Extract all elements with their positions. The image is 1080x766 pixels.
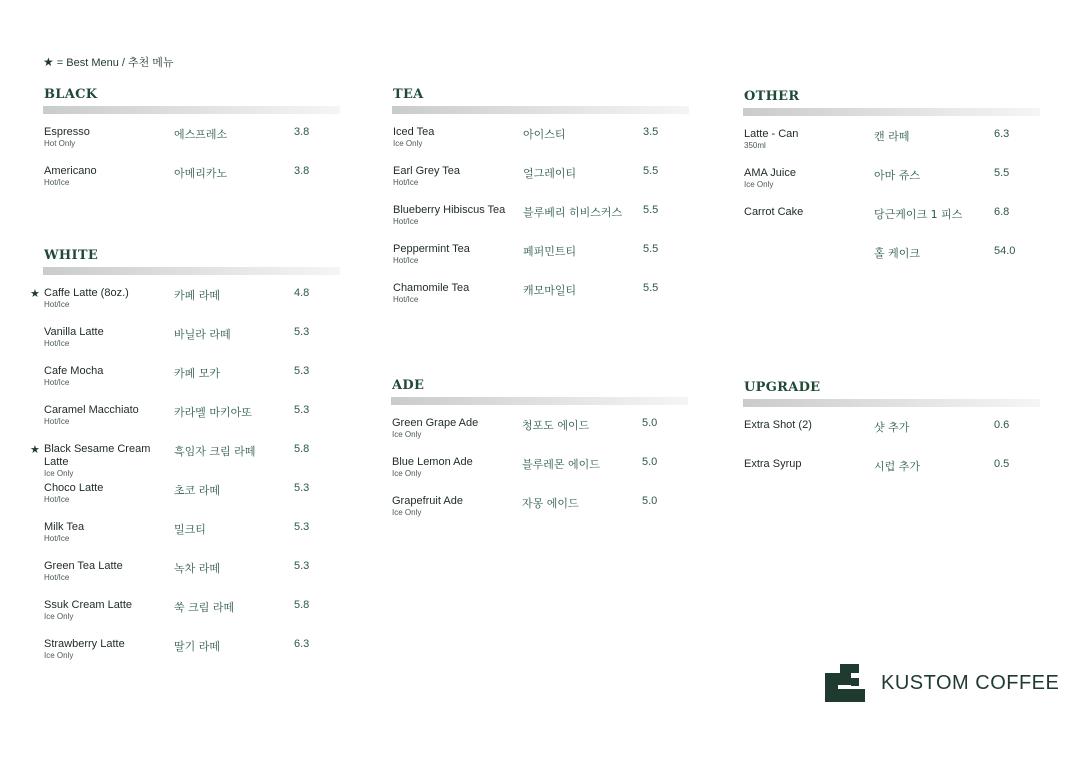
item-name-text: Strawberry Latte bbox=[44, 638, 125, 650]
item-korean-name: 에스프레소 bbox=[174, 128, 228, 141]
menu-item bbox=[743, 206, 1040, 245]
item-name-text: Milk Tea bbox=[44, 521, 85, 533]
item-price: 5.0 bbox=[642, 417, 658, 429]
item-note: Hot/Ice bbox=[44, 300, 70, 309]
item-note: Hot Only bbox=[44, 139, 76, 148]
menu-item bbox=[43, 326, 340, 365]
section-divider bbox=[43, 267, 340, 275]
item-korean-name: 청포도 에이드 bbox=[522, 419, 590, 432]
item-korean-name: 카페 라떼 bbox=[174, 289, 221, 302]
menu-list bbox=[743, 419, 1040, 497]
item-name bbox=[44, 365, 169, 387]
item-name-text: Ssuk Cream Latte bbox=[44, 599, 133, 611]
section-divider bbox=[743, 399, 1040, 407]
menu-item bbox=[392, 165, 689, 204]
item-korean-name: 홀 케이크 bbox=[874, 247, 921, 260]
item-name-text: Black Sesame Cream Latte bbox=[44, 443, 151, 468]
item-korean-name: 녹차 라떼 bbox=[174, 562, 221, 575]
item-name bbox=[44, 521, 169, 543]
item-name bbox=[44, 126, 169, 148]
item-price: 3.8 bbox=[294, 165, 310, 177]
item-name bbox=[44, 599, 169, 621]
item-name bbox=[744, 419, 869, 432]
menu-list bbox=[743, 128, 1040, 284]
menu-item bbox=[743, 419, 1040, 458]
item-name bbox=[744, 167, 869, 189]
item-korean-name: 카라멜 마키아또 bbox=[174, 406, 252, 419]
menu-item bbox=[43, 560, 340, 599]
item-note: Hot/Ice bbox=[44, 339, 70, 348]
item-korean-name: 바닐라 라떼 bbox=[174, 328, 231, 341]
item-price: 0.6 bbox=[994, 419, 1010, 431]
menu-item bbox=[30, 287, 340, 326]
item-korean-name: 블루베리 히비스커스 bbox=[523, 206, 623, 219]
item-korean-name: 얼그레이티 bbox=[523, 167, 577, 180]
menu-item bbox=[43, 126, 340, 165]
menu-item bbox=[743, 167, 1040, 206]
item-price: 5.3 bbox=[294, 521, 310, 533]
menu-list bbox=[43, 126, 340, 204]
item-name bbox=[44, 638, 169, 660]
item-note: Hot/Ice bbox=[393, 178, 419, 187]
item-price: 5.3 bbox=[294, 326, 310, 338]
menu-item bbox=[392, 282, 689, 321]
menu-item bbox=[392, 243, 689, 282]
best-star-icon: ★ bbox=[30, 288, 40, 300]
item-note: Hot/Ice bbox=[393, 256, 419, 265]
item-korean-name: 아마 쥬스 bbox=[874, 169, 921, 182]
menu-item bbox=[392, 126, 689, 165]
item-name bbox=[44, 443, 169, 478]
item-note: Hot/Ice bbox=[393, 217, 419, 226]
item-price: 0.5 bbox=[994, 458, 1010, 470]
item-price: 5.5 bbox=[643, 165, 659, 177]
section-title: ADE bbox=[392, 378, 425, 393]
item-korean-name: 블루레몬 에이드 bbox=[522, 458, 600, 471]
item-korean-name: 초코 라떼 bbox=[174, 484, 221, 497]
legend-text: = Best Menu / 추천 메뉴 bbox=[56, 57, 174, 69]
section-title: BLACK bbox=[44, 87, 98, 102]
menu-list bbox=[392, 126, 689, 321]
item-name-text: Caffe Latte (8oz.) bbox=[44, 287, 129, 299]
item-korean-name: 당근케이크 1 피스 bbox=[874, 208, 963, 221]
section-title: UPGRADE bbox=[744, 380, 821, 395]
item-name bbox=[393, 126, 518, 148]
item-name-text: Green Tea Latte bbox=[44, 560, 123, 572]
item-note: Ice Only bbox=[393, 139, 423, 148]
brand-logo bbox=[825, 664, 1059, 702]
item-name-text: Espresso bbox=[44, 126, 90, 138]
item-korean-name: 시럽 추가 bbox=[874, 460, 921, 473]
item-name-text: Extra Shot (2) bbox=[744, 419, 812, 431]
item-price: 6.3 bbox=[294, 638, 310, 650]
menu-item bbox=[43, 638, 340, 677]
item-name bbox=[44, 326, 169, 348]
item-name bbox=[44, 287, 169, 309]
menu-item bbox=[391, 495, 688, 534]
section-ade bbox=[391, 378, 688, 534]
item-name bbox=[392, 417, 517, 439]
item-note: Hot/Ice bbox=[44, 573, 70, 582]
item-price: 5.3 bbox=[294, 482, 310, 494]
item-name bbox=[44, 404, 169, 426]
item-korean-name: 딸기 라떼 bbox=[174, 640, 221, 653]
item-price: 5.5 bbox=[643, 204, 659, 216]
item-korean-name: 캐모마일티 bbox=[523, 284, 577, 297]
item-name bbox=[44, 482, 169, 504]
item-price: 5.3 bbox=[294, 365, 310, 377]
item-price: 3.5 bbox=[643, 126, 659, 138]
section-divider bbox=[392, 106, 689, 114]
item-name-text: Green Grape Ade bbox=[392, 417, 479, 429]
item-price: 5.8 bbox=[294, 443, 310, 455]
item-note: Hot/Ice bbox=[44, 534, 70, 543]
item-name bbox=[744, 128, 869, 150]
item-name-text: Choco Latte bbox=[44, 482, 104, 494]
item-name bbox=[392, 495, 517, 517]
section-divider bbox=[743, 108, 1040, 116]
item-note: Hot/Ice bbox=[44, 417, 70, 426]
item-korean-name: 아이스티 bbox=[523, 128, 566, 141]
item-korean-name: 쑥 크림 라떼 bbox=[174, 601, 235, 614]
item-korean-name: 페퍼민트티 bbox=[523, 245, 577, 258]
best-star-icon: ★ bbox=[30, 444, 40, 456]
section-other bbox=[743, 89, 1040, 284]
item-note: Ice Only bbox=[392, 469, 422, 478]
item-name bbox=[392, 456, 517, 478]
menu-item bbox=[43, 521, 340, 560]
item-name-text: Extra Syrup bbox=[744, 458, 802, 470]
item-name bbox=[44, 165, 169, 187]
item-note: Hot/Ice bbox=[44, 495, 70, 504]
menu-item bbox=[43, 482, 340, 521]
item-name-text: Blue Lemon Ade bbox=[392, 456, 473, 468]
item-name-text: Americano bbox=[44, 165, 97, 177]
best-menu-legend bbox=[43, 54, 174, 70]
item-name-text: Carrot Cake bbox=[744, 206, 804, 218]
item-price: 54.0 bbox=[994, 245, 1016, 257]
kustom-logo-icon bbox=[825, 664, 865, 702]
item-note: Ice Only bbox=[392, 430, 422, 439]
item-name bbox=[393, 282, 518, 304]
section-divider bbox=[391, 397, 688, 405]
star-icon: ★ bbox=[43, 55, 54, 69]
section-title: OTHER bbox=[744, 89, 800, 104]
menu-item bbox=[392, 204, 689, 243]
item-name-text: Peppermint Tea bbox=[393, 243, 470, 255]
menu-item bbox=[391, 456, 688, 495]
item-price: 3.8 bbox=[294, 126, 310, 138]
item-name bbox=[393, 165, 518, 187]
item-name bbox=[744, 206, 869, 219]
item-name-text: Latte - Can bbox=[744, 128, 799, 140]
item-price: 4.8 bbox=[294, 287, 310, 299]
menu-list bbox=[30, 287, 340, 677]
menu-item bbox=[43, 365, 340, 404]
menu-item bbox=[30, 443, 340, 482]
section-title: WHITE bbox=[44, 248, 99, 263]
item-price: 5.0 bbox=[642, 456, 658, 468]
item-price: 6.8 bbox=[994, 206, 1010, 218]
item-note: Hot/Ice bbox=[393, 295, 419, 304]
menu-item bbox=[43, 165, 340, 204]
item-name bbox=[393, 243, 518, 265]
item-korean-name: 캔 라떼 bbox=[874, 130, 910, 143]
menu-item bbox=[43, 404, 340, 443]
menu-item bbox=[743, 245, 1040, 284]
section-black bbox=[43, 87, 340, 204]
item-name bbox=[44, 560, 169, 582]
menu-item bbox=[743, 458, 1040, 497]
item-note: Ice Only bbox=[392, 508, 422, 517]
item-price: 5.5 bbox=[643, 282, 659, 294]
section-upgrade bbox=[743, 380, 1040, 497]
menu-list bbox=[391, 417, 688, 534]
section-white bbox=[30, 248, 340, 677]
item-korean-name: 흑임자 크림 라떼 bbox=[174, 445, 256, 458]
item-name-text: Grapefruit Ade bbox=[392, 495, 463, 507]
item-name-text: Iced Tea bbox=[393, 126, 435, 138]
item-name bbox=[744, 458, 869, 471]
item-name-text: Blueberry Hibiscus Tea bbox=[393, 204, 506, 216]
section-tea bbox=[392, 87, 689, 321]
item-korean-name: 자몽 에이드 bbox=[522, 497, 579, 510]
item-note: Hot/Ice bbox=[44, 378, 70, 387]
item-korean-name: 밀크티 bbox=[174, 523, 206, 536]
item-korean-name: 카페 모카 bbox=[174, 367, 221, 380]
menu-item bbox=[43, 599, 340, 638]
item-name-text: Vanilla Latte bbox=[44, 326, 104, 338]
menu-item bbox=[391, 417, 688, 456]
item-note: 350ml bbox=[744, 141, 766, 150]
section-title: TEA bbox=[393, 87, 424, 102]
item-name-text: Cafe Mocha bbox=[44, 365, 104, 377]
item-note: Hot/Ice bbox=[44, 178, 70, 187]
item-note: Ice Only bbox=[744, 180, 774, 189]
brand-name: KUSTOM COFFEE bbox=[881, 671, 1060, 694]
item-price: 5.5 bbox=[994, 167, 1010, 179]
section-divider bbox=[43, 106, 340, 114]
item-price: 5.0 bbox=[642, 495, 658, 507]
item-note: Ice Only bbox=[44, 469, 74, 478]
menu-item bbox=[743, 128, 1040, 167]
item-name-text: AMA Juice bbox=[744, 167, 796, 179]
item-note: Ice Only bbox=[44, 651, 74, 660]
item-name-text: Caramel Macchiato bbox=[44, 404, 139, 416]
item-name-text: Earl Grey Tea bbox=[393, 165, 461, 177]
item-korean-name: 아메리카노 bbox=[174, 167, 228, 180]
item-price: 6.3 bbox=[994, 128, 1010, 140]
item-price: 5.8 bbox=[294, 599, 310, 611]
item-price: 5.3 bbox=[294, 560, 310, 572]
item-note: Ice Only bbox=[44, 612, 74, 621]
item-price: 5.5 bbox=[643, 243, 659, 255]
item-price: 5.3 bbox=[294, 404, 310, 416]
item-korean-name: 샷 추가 bbox=[874, 421, 910, 434]
item-name bbox=[393, 204, 518, 226]
item-name-text: Chamomile Tea bbox=[393, 282, 470, 294]
